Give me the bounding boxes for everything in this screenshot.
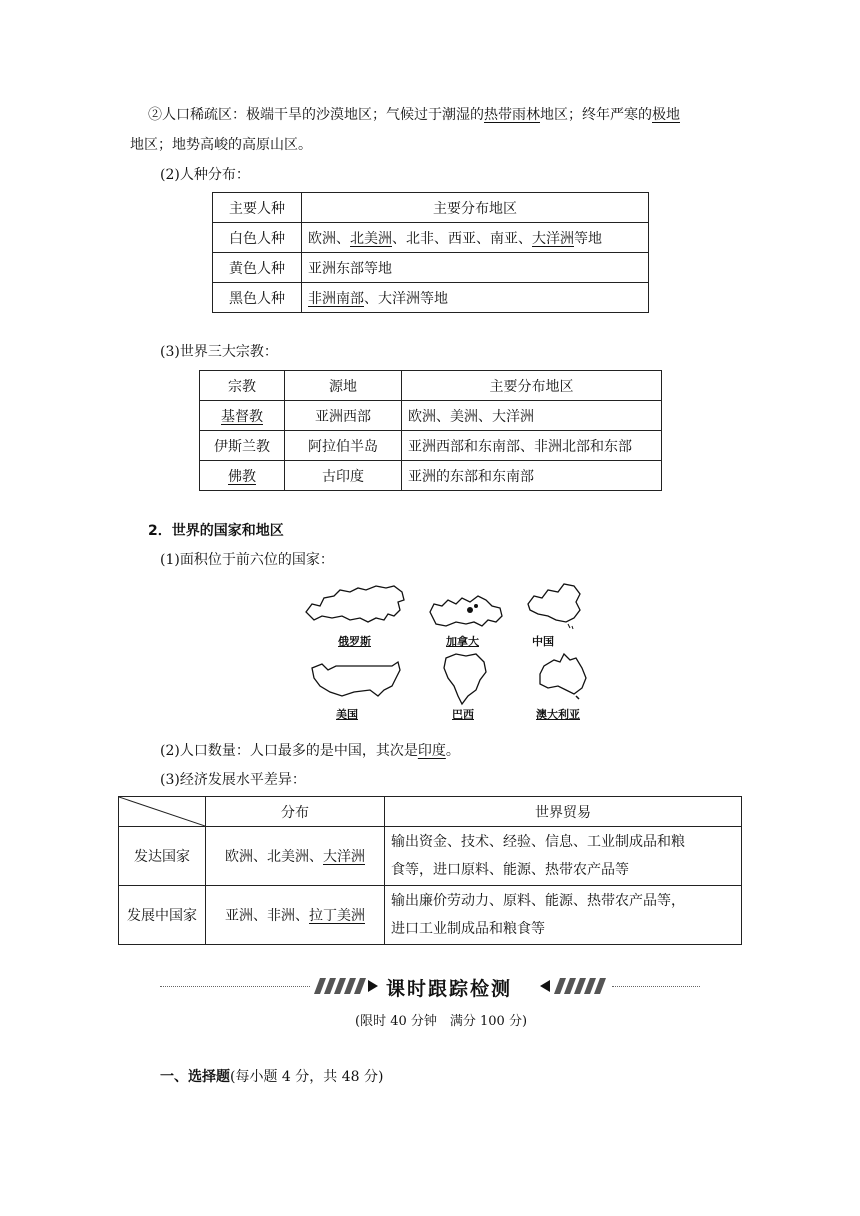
text: 、大洋洲等地 <box>364 290 448 307</box>
table-header: 源地 <box>285 371 402 401</box>
table-header-row <box>200 371 662 401</box>
table-row <box>213 283 649 313</box>
text: 欧洲、 <box>308 230 350 247</box>
text: (2)人口数量：人口最多的是中国，其次是 <box>160 743 418 759</box>
map-label-canada: 加拿大 <box>446 635 479 648</box>
sparse-population-line-1 <box>148 104 680 124</box>
text: 、北非、西亚、南亚、 <box>392 230 532 247</box>
map-label-brazil: 巴西 <box>452 708 474 721</box>
trade <box>385 886 742 945</box>
underlined-term: 印度 <box>417 743 446 759</box>
banner-stripes-right-icon <box>538 976 610 996</box>
china-map-icon <box>522 580 584 632</box>
text: (每小题 4 分，共 48 分) <box>230 1069 384 1085</box>
table-row <box>200 401 662 431</box>
banner-stripes-left-icon <box>312 976 380 996</box>
underlined-term: 大洋洲 <box>323 849 365 865</box>
economy-heading: (3)经济发展水平差异： <box>160 772 306 788</box>
area-heading: (1)面积位于前六位的国家： <box>160 552 334 568</box>
text: 亚洲、非洲、 <box>225 908 309 924</box>
table-row <box>119 886 742 945</box>
race-area <box>302 283 649 313</box>
religion-area: 亚洲的东部和东南部 <box>402 461 662 491</box>
usa-map-icon <box>308 656 404 700</box>
table-header: 主要人种 <box>213 193 302 223</box>
religion-name-cell <box>200 461 285 491</box>
table-header: 分布 <box>206 797 385 827</box>
country-type: 发展中国家 <box>119 886 206 945</box>
text: 地区；终年严寒的 <box>540 107 652 123</box>
religion-area: 欧洲、美洲、大洋洲 <box>402 401 662 431</box>
religion-origin: 阿拉伯半岛 <box>285 431 402 461</box>
religion-name: 伊斯兰教 <box>200 431 285 461</box>
table-row <box>200 431 662 461</box>
distribution <box>206 886 385 945</box>
table-header: 宗教 <box>200 371 285 401</box>
sparse-population-line-2: 地区；地势高峻的高原山区。 <box>130 137 312 153</box>
text: 欧洲、北美洲、 <box>225 849 323 865</box>
table-header: 世界贸易 <box>385 797 742 827</box>
underlined-term: 大洋洲 <box>532 230 574 247</box>
race-name: 黄色人种 <box>213 253 302 283</box>
underlined-term: 热带雨林 <box>484 107 540 123</box>
race-name: 黑色人种 <box>213 283 302 313</box>
religion-name-cell <box>200 401 285 431</box>
religion-heading: (3)世界三大宗教： <box>160 344 278 360</box>
text: 等地 <box>574 230 602 247</box>
distribution <box>206 827 385 886</box>
race-name: 白色人种 <box>213 223 302 253</box>
brazil-map-icon <box>440 650 490 706</box>
map-label-usa: 美国 <box>336 708 358 721</box>
underlined-term: 北美洲 <box>350 230 392 247</box>
religion-table <box>199 370 662 491</box>
banner-title: 课时跟踪检测 <box>386 978 513 1000</box>
underlined-term: 拉丁美洲 <box>309 908 365 924</box>
table-header-row <box>213 193 649 223</box>
table-header-row <box>119 797 742 827</box>
trade <box>385 827 742 886</box>
economy-table <box>118 796 742 945</box>
race-heading: (2)人种分布： <box>160 167 250 183</box>
table-row <box>200 461 662 491</box>
questions-heading <box>160 1066 383 1086</box>
religion-origin: 亚洲西部 <box>285 401 402 431</box>
trade-line: 输出廉价劳动力、原料、能源、热带农产品等， <box>391 893 685 909</box>
trade-line: 进口工业制成品和粮食等 <box>391 921 545 937</box>
race-area: 亚洲东部等地 <box>302 253 649 283</box>
table-row <box>119 827 742 886</box>
population-line <box>160 740 460 760</box>
table-header: 主要分布地区 <box>302 193 649 223</box>
religion-name: 基督教 <box>221 408 263 425</box>
table-row <box>213 223 649 253</box>
russia-map-icon <box>302 582 408 630</box>
diagonal-header-cell <box>119 797 206 827</box>
text: ②人口稀疏区：极端干旱的沙漠地区；气候过于潮湿的 <box>148 107 484 123</box>
text: 。 <box>445 743 460 759</box>
trade-line: 食等，进口原料、能源、热带农产品等 <box>391 862 629 878</box>
australia-map-icon <box>534 650 590 700</box>
table-row <box>213 253 649 283</box>
religion-name: 佛教 <box>228 468 256 485</box>
trade-line: 输出资金、技术、经验、信息、工业制成品和粮 <box>391 834 685 850</box>
banner-subtitle: (限时 40 分钟 满分 100 分) <box>355 1014 528 1029</box>
text: 一、选择题 <box>160 1069 230 1085</box>
banner-rule-right <box>612 986 700 987</box>
banner-rule-left <box>160 986 310 987</box>
diagonal-line <box>119 797 205 826</box>
underlined-term: 非洲南部 <box>308 290 364 307</box>
religion-area: 亚洲西部和东南部、非洲北部和东部 <box>402 431 662 461</box>
map-label-russia: 俄罗斯 <box>338 635 371 648</box>
race-area <box>302 223 649 253</box>
table-header: 主要分布地区 <box>402 371 662 401</box>
section-title: 2．世界的国家和地区 <box>148 523 284 539</box>
underlined-term: 极地 <box>652 107 680 123</box>
country-type: 发达国家 <box>119 827 206 886</box>
canada-map-icon <box>426 592 506 632</box>
map-label-china: 中国 <box>532 635 554 648</box>
map-label-australia: 澳大利亚 <box>536 708 580 721</box>
race-table <box>212 192 649 313</box>
religion-origin: 古印度 <box>285 461 402 491</box>
